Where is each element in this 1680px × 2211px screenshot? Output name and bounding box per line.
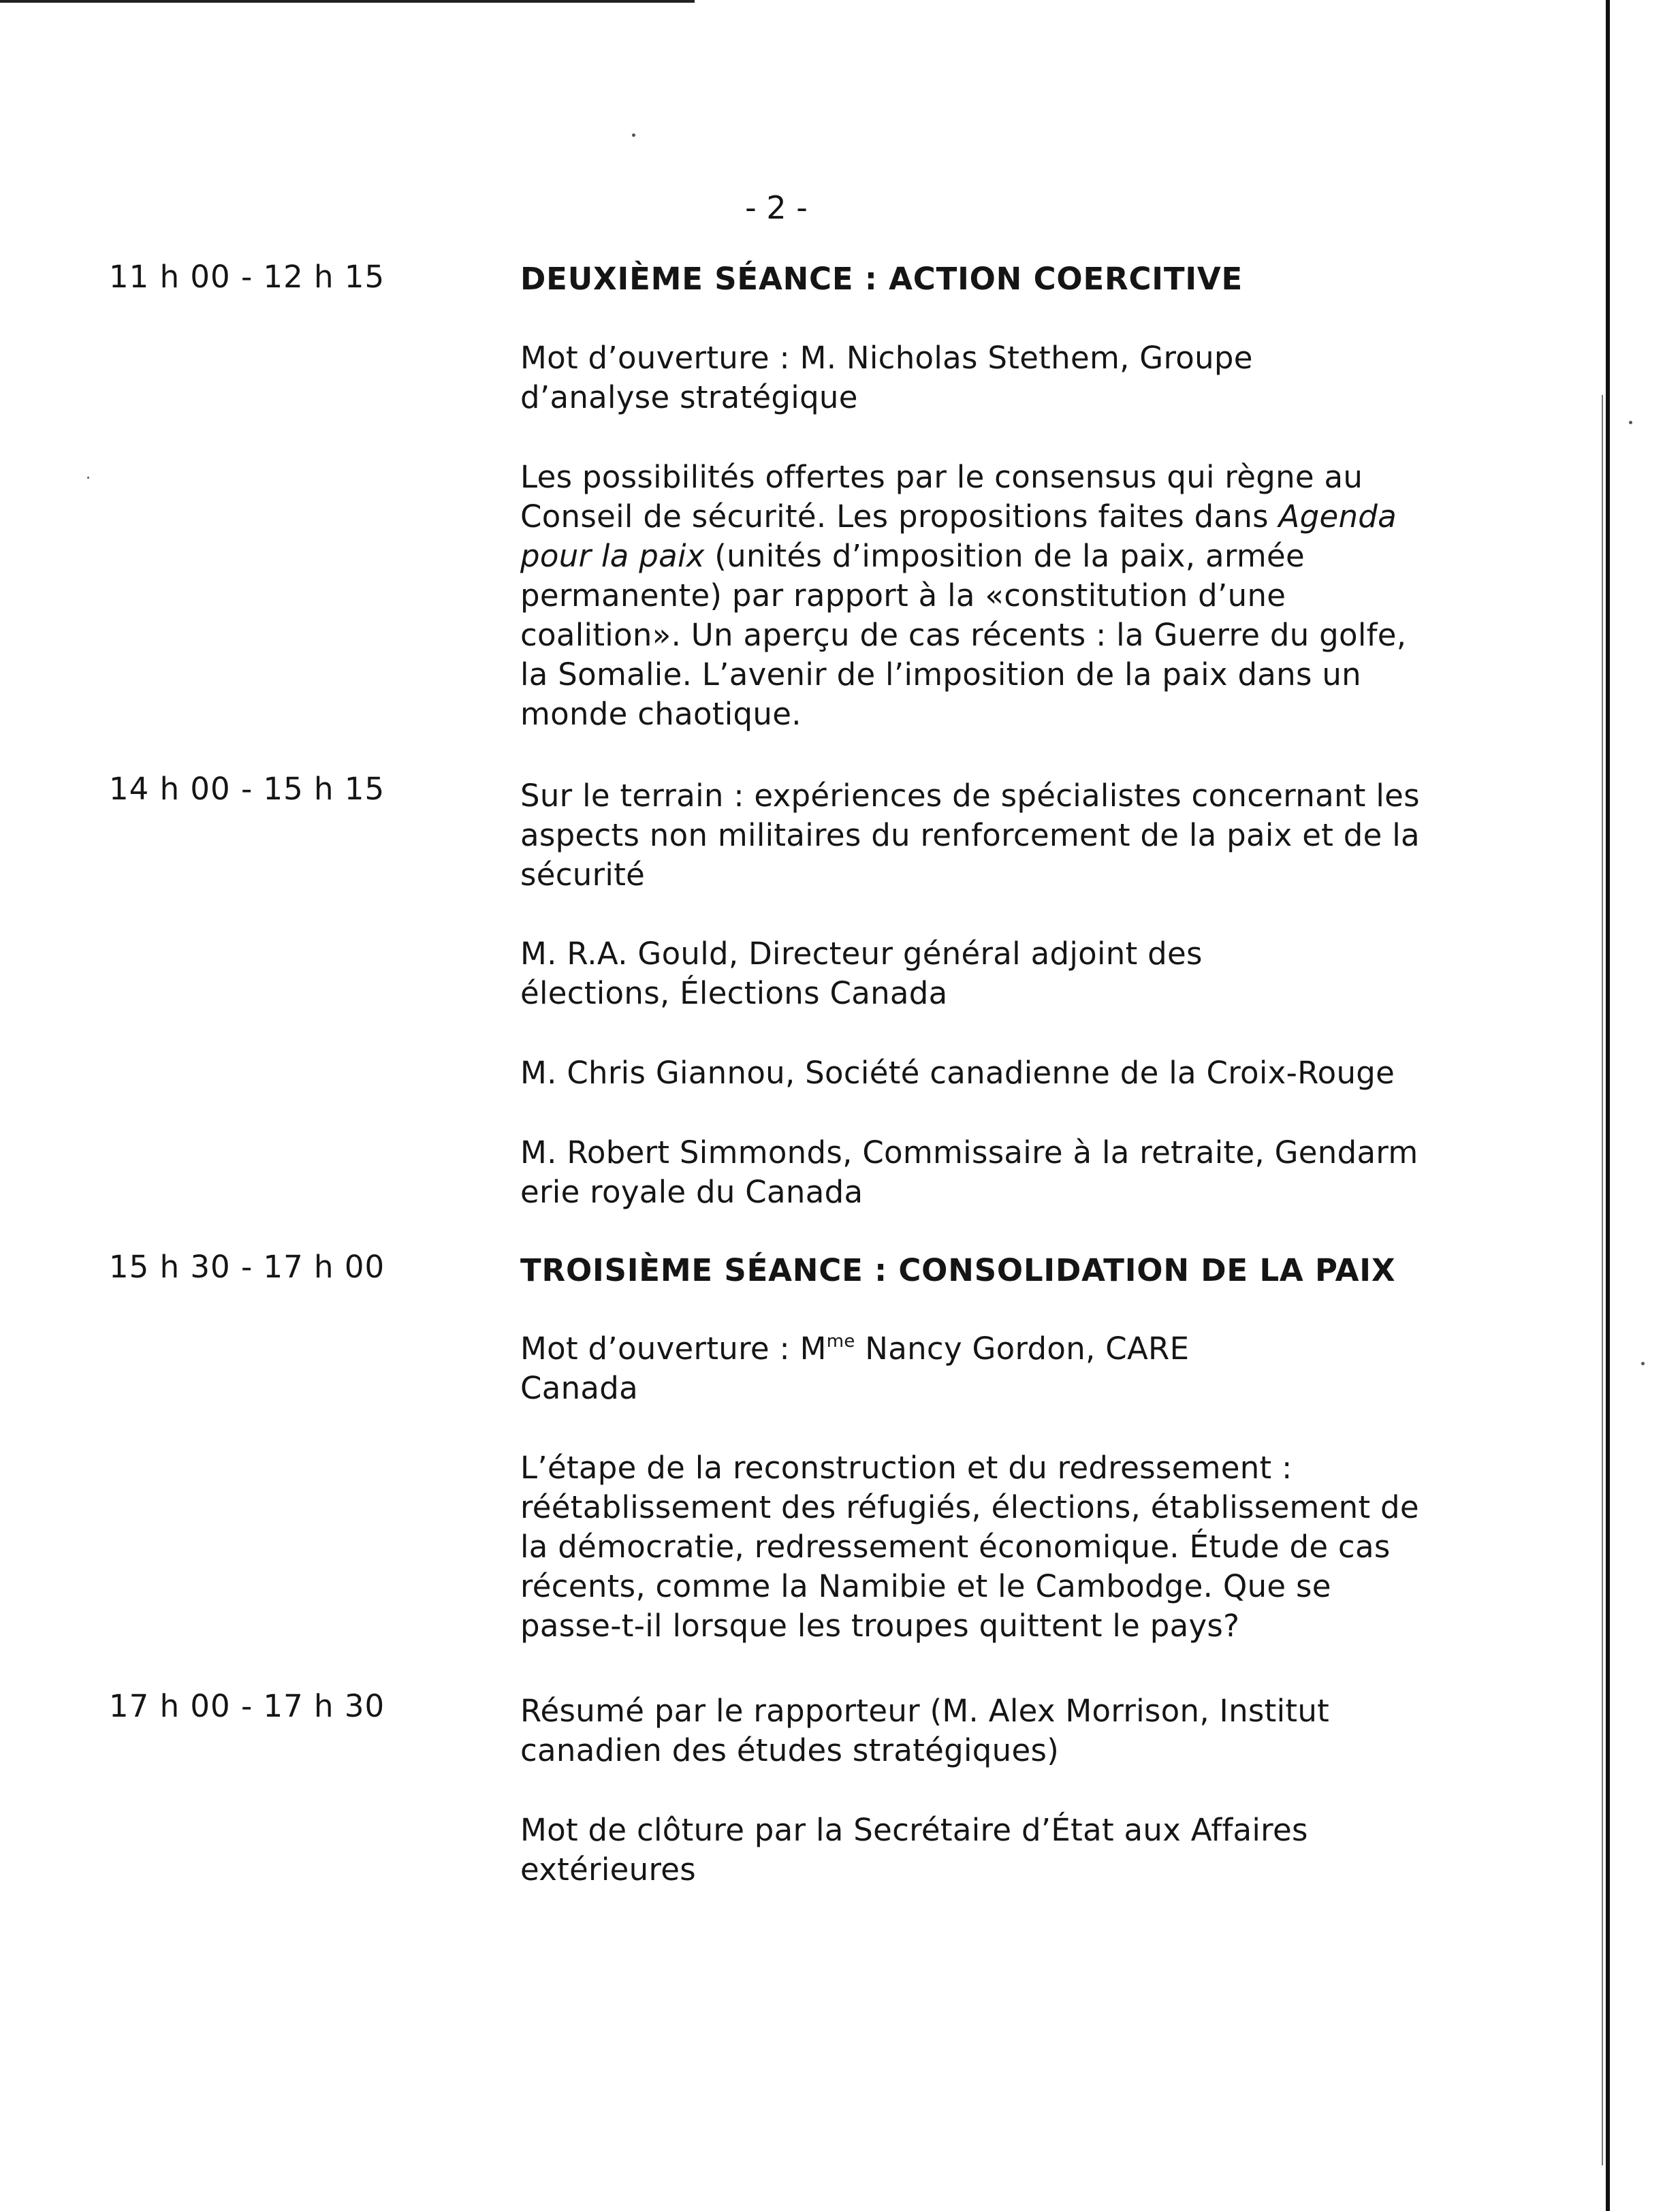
session3-opening-line: Canada: [520, 1370, 639, 1406]
description-line: récents, comme la Namibie et le Cambodge. Que se: [520, 1568, 1331, 1604]
speaker-simmonds: [520, 1133, 1460, 1212]
closing-remarks: [520, 1811, 1460, 1890]
field-intro-line: Sur le terrain : expériences de spécialistes concernant les: [520, 778, 1420, 814]
description-line: permanente) par rapport à la «constitution d’une: [520, 577, 1286, 614]
agenda-title-part1: Agenda: [1278, 498, 1397, 535]
session3-heading-text: TROISIÈME SÉANCE : CONSOLIDATION DE LA PAIX: [520, 1252, 1396, 1288]
time-slot-3: 15 h 30 - 17 h 00: [109, 1249, 385, 1285]
time-slot-4: 17 h 00 - 17 h 30: [109, 1688, 385, 1724]
description-line: coalition». Un aperçu de cas récents : la Guerre du golfe,: [520, 617, 1407, 653]
scan-border-top: [0, 0, 695, 3]
session3-opening: [520, 1329, 1460, 1408]
description-line: [520, 497, 1460, 537]
session3-opening-text: Nancy Gordon, CARE: [855, 1331, 1190, 1367]
title-superscript: me: [826, 1331, 855, 1352]
description-line: Les possibilités offertes par le consensus qui règne au: [520, 459, 1363, 495]
description-line: la Somalie. L’avenir de l’imposition de la paix dans un: [520, 656, 1361, 693]
scan-border-right: [1606, 0, 1610, 2211]
agenda-title-part2: pour la paix: [520, 538, 705, 574]
description-line: la démocratie, redressement économique. Étude de cas: [520, 1529, 1391, 1565]
session2-opening-line: d’analyse stratégique: [520, 379, 858, 415]
description-line: passe-t-il lorsque les troupes quittent le pays?: [520, 1608, 1240, 1644]
session2-heading: [520, 259, 1460, 299]
closing-line: Mot de clôture par la Secrétaire d’État aux Affaires: [520, 1812, 1308, 1848]
scan-speck: [87, 477, 89, 479]
time-slot-1: 11 h 00 - 12 h 15: [109, 259, 385, 295]
scan-speck: [1641, 1362, 1645, 1365]
session3-opening-line: [520, 1329, 1460, 1369]
speaker-line: élections, Élections Canada: [520, 975, 948, 1011]
speaker-line: erie royale du Canada: [520, 1174, 863, 1210]
session3-heading: [520, 1251, 1460, 1290]
time-slot-2: 14 h 00 - 15 h 15: [109, 771, 385, 807]
field-intro: [520, 776, 1460, 895]
scan-speck: [1629, 421, 1632, 424]
field-intro-line: aspects non militaires du renforcement de la paix et de la: [520, 817, 1420, 853]
summary-line: canadien des études stratégiques): [520, 1732, 1060, 1768]
field-intro-line: sécurité: [520, 857, 646, 893]
session2-opening: [520, 338, 1460, 417]
speaker-gould: [520, 934, 1460, 1013]
rapporteur-summary: [520, 1691, 1460, 1770]
speaker-line: M. Robert Simmonds, Commissaire à la retraite, Gendarm: [520, 1134, 1419, 1171]
scan-speck: [632, 133, 635, 137]
page-number: - 2 -: [745, 189, 808, 226]
description-line: réétablissement des réfugiés, élections, établissement de: [520, 1489, 1419, 1525]
speaker-giannou: [520, 1053, 1460, 1093]
scan-border-right-inner: [1602, 395, 1603, 2165]
summary-line: Résumé par le rapporteur (M. Alex Morrison, Institut: [520, 1693, 1330, 1729]
session3-opening-text: Mot d’ouverture : M: [520, 1331, 827, 1367]
speaker-line: M. R.A. Gould, Directeur général adjoint des: [520, 936, 1203, 972]
description-text: Conseil de sécurité. Les propositions faites dans: [520, 498, 1279, 535]
description-text: (unités d’imposition de la paix, armée: [704, 538, 1305, 574]
description-line: [520, 537, 1460, 576]
closing-line: extérieures: [520, 1851, 697, 1888]
description-line: monde chaotique.: [520, 696, 802, 732]
description-line: L’étape de la reconstruction et du redressement :: [520, 1450, 1293, 1486]
session2-heading-text: DEUXIÈME SÉANCE : ACTION COERCITIVE: [520, 261, 1243, 297]
speaker-line: M. Chris Giannou, Société canadienne de la Croix-Rouge: [520, 1055, 1395, 1091]
session3-description: [520, 1448, 1460, 1646]
session2-opening-line: Mot d’ouverture : M. Nicholas Stethem, Groupe: [520, 340, 1253, 376]
session2-description: [520, 458, 1460, 734]
